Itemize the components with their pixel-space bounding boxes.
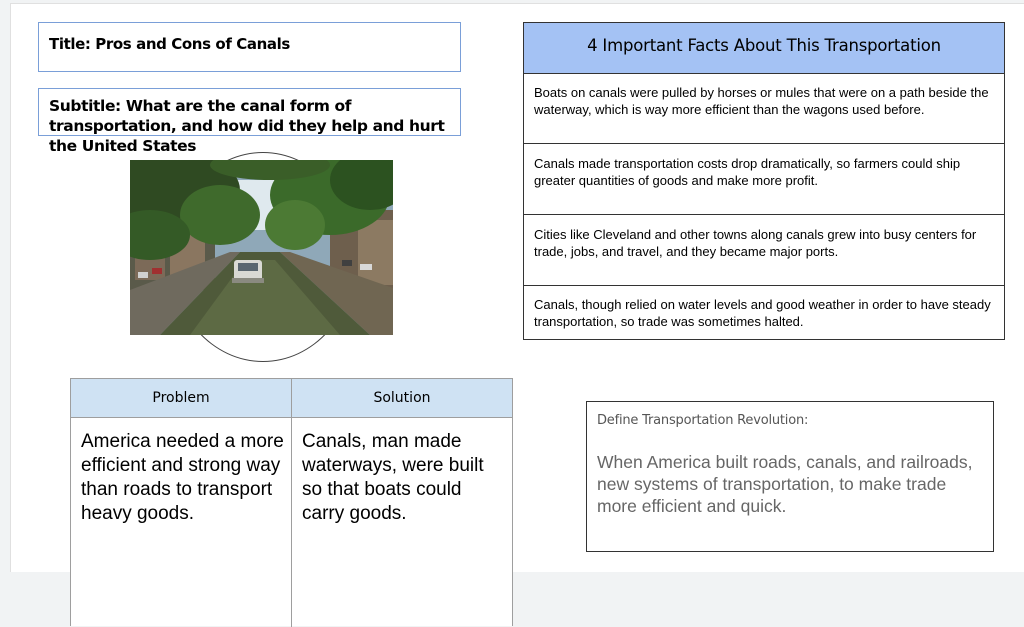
- solution-cell[interactable]: Canals, man made waterways, were built so that boats could carry goods.: [302, 431, 484, 524]
- fact-divider: [524, 285, 1004, 286]
- fact-divider: [524, 214, 1004, 215]
- subtitle-text: Subtitle: What are the canal form of transportation, and how did they help and hurt the United States: [49, 97, 445, 155]
- facts-table[interactable]: [523, 22, 1005, 340]
- problem-solution-table[interactable]: [70, 378, 513, 626]
- definition-box[interactable]: [586, 401, 994, 552]
- fact-item-4[interactable]: Canals, though relied on water levels and good weather in order to have steady transportation, so trade was sometimes halted.: [534, 297, 991, 329]
- problem-header: Problem: [71, 379, 291, 418]
- definition-title: Define Transportation Revolution:: [597, 413, 809, 428]
- problem-cell[interactable]: America needed a more efficient and strong way than roads to transport heavy goods.: [81, 431, 284, 524]
- title-textbox[interactable]: [38, 22, 461, 72]
- column-divider: [291, 379, 292, 627]
- subtitle-textbox[interactable]: [38, 88, 461, 155]
- definition-text: When America built roads, canals, and railroads, new systems of transportation, to make trade more efficient and quick.: [597, 452, 973, 516]
- title-text: Title: Pros and Cons of Canals: [49, 35, 290, 53]
- fact-item-2[interactable]: Canals made transportation costs drop dramatically, so farmers could ship greater quantities of goods and make more profit.: [534, 156, 961, 188]
- facts-header: [524, 23, 1004, 74]
- fact-divider: [524, 143, 1004, 144]
- canal-photo[interactable]: [130, 160, 393, 335]
- solution-header: Solution: [292, 379, 512, 418]
- fact-item-1[interactable]: Boats on canals were pulled by horses or mules that were on a path beside the waterway, which is way more efficient than the wagons used before.: [534, 85, 989, 117]
- facts-heading: 4 Important Facts About This Transportation: [587, 36, 941, 55]
- fact-item-3[interactable]: Cities like Cleveland and other towns along canals grew into busy centers for trade, jobs, and travel, and they became major ports.: [534, 227, 977, 259]
